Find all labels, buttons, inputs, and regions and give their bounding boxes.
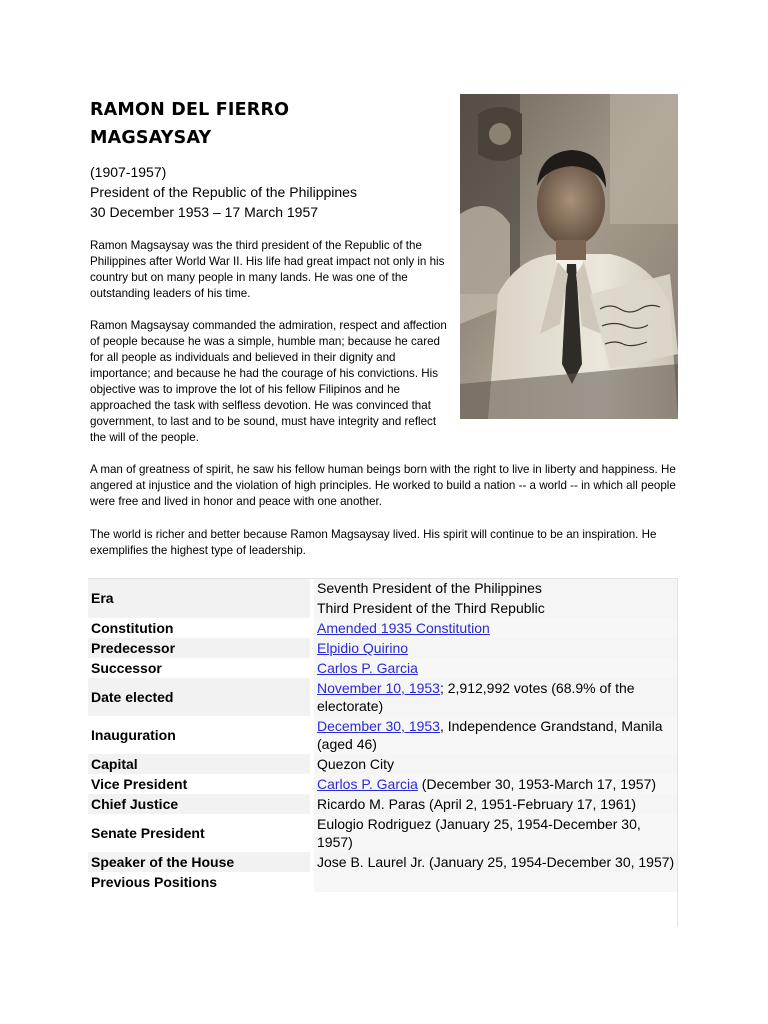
portrait-photo	[460, 94, 678, 419]
successor-label: Successor	[88, 658, 312, 678]
era-value-1: Seventh President of the Philippines	[312, 578, 678, 598]
term-dates: 30 December 1953 – 17 March 1957	[90, 204, 319, 220]
intro-block	[90, 162, 450, 222]
bio-paragraph-3: A man of greatness of spirit, he saw his fellow human beings born with the right to live in liberty and happiness. He angered at injustice and the violation of high principles. He worked to build a nation -- a world -- in which all people were free and lived in honor and peace with one another.	[90, 463, 676, 508]
table-row	[88, 814, 678, 852]
page-title	[90, 96, 410, 152]
era-label: Era	[88, 578, 312, 618]
table-row	[88, 578, 678, 598]
successor-link[interactable]: Carlos P. Garcia	[317, 660, 418, 676]
date-elected-label: Date elected	[88, 678, 312, 716]
speaker-value: Jose B. Laurel Jr. (January 25, 1954-December 30, 1957)	[312, 852, 678, 872]
inauguration-value	[312, 716, 678, 754]
predecessor-link[interactable]: Elpidio Quirino	[317, 640, 409, 656]
table-row	[88, 852, 678, 872]
constitution-link[interactable]: Amended 1935 Constitution	[317, 620, 490, 636]
vice-president-text: (December 30, 1953-March 17, 1957)	[417, 776, 657, 792]
title-line-1: RAMON DEL FIERRO	[90, 100, 290, 120]
life-years: (1907-1957)	[90, 164, 167, 180]
table-row	[88, 794, 678, 814]
table-row	[88, 774, 678, 794]
infobox-table	[88, 578, 678, 892]
constitution-value	[312, 618, 678, 638]
office-title: President of the Republic of the Philippines	[90, 184, 357, 200]
inauguration-label: Inauguration	[88, 716, 312, 754]
table-row	[88, 872, 678, 892]
predecessor-label: Predecessor	[88, 638, 312, 658]
era-value-2: Third President of the Third Republic	[312, 598, 678, 618]
capital-value: Quezon City	[312, 754, 678, 774]
date-elected-text: ; 2,912,992 votes (68.9% of the electorate)	[317, 680, 635, 714]
date-elected-value	[312, 678, 678, 716]
previous-positions-value	[312, 872, 678, 892]
vice-president-value	[312, 774, 678, 794]
senate-president-value: Eulogio Rodriguez (January 25, 1954-December 30, 1957)	[312, 814, 678, 852]
vice-president-label: Vice President	[88, 774, 312, 794]
capital-label: Capital	[88, 754, 312, 774]
inauguration-text: , Independence Grandstand, Manila (aged 46)	[317, 718, 663, 752]
bio-paragraph-2: Ramon Magsaysay commanded the admiration, respect and affection of people because he was a simple, humble man; because he cared for all people as individuals and believed in their dignity and importance; and because he had the courage of his convictions. His objective was to improve the lot of his fellow Filipinos and he approached the task with selfless devotion. He was convinced that government, to last and to be sound, must have integrity and reflect the will of the people.	[90, 319, 447, 444]
title-line-2: MAGSAYSAY	[90, 128, 212, 148]
vice-president-link[interactable]: Carlos P. Garcia	[317, 776, 418, 792]
portrait-illustration	[460, 94, 678, 419]
constitution-label: Constitution	[88, 618, 312, 638]
table-row	[88, 638, 678, 658]
previous-positions-label: Previous Positions	[88, 872, 312, 892]
speaker-label: Speaker of the House	[88, 852, 312, 872]
inauguration-link[interactable]: December 30, 1953	[317, 718, 440, 734]
chief-justice-value: Ricardo M. Paras (April 2, 1951-February 17, 1961)	[312, 794, 678, 814]
table-row	[88, 754, 678, 774]
table-row	[88, 716, 678, 754]
table-row	[88, 678, 678, 716]
date-elected-link[interactable]: November 10, 1953	[317, 680, 440, 696]
senate-president-label: Senate President	[88, 814, 312, 852]
successor-value	[312, 658, 678, 678]
bio-paragraph-4: The world is richer and better because Ramon Magsaysay lived. His spirit will continue to be an inspiration. He exemplifies the highest type of leadership.	[90, 528, 657, 557]
table-row	[88, 618, 678, 638]
table-row	[88, 658, 678, 678]
predecessor-value	[312, 638, 678, 658]
bio-paragraph-1: Ramon Magsaysay was the third president of the Republic of the Philippines after World War II. His life had great impact not only in his country but on many people in many lands. He was one of the outstanding leaders of his time.	[90, 239, 445, 300]
chief-justice-label: Chief Justice	[88, 794, 312, 814]
